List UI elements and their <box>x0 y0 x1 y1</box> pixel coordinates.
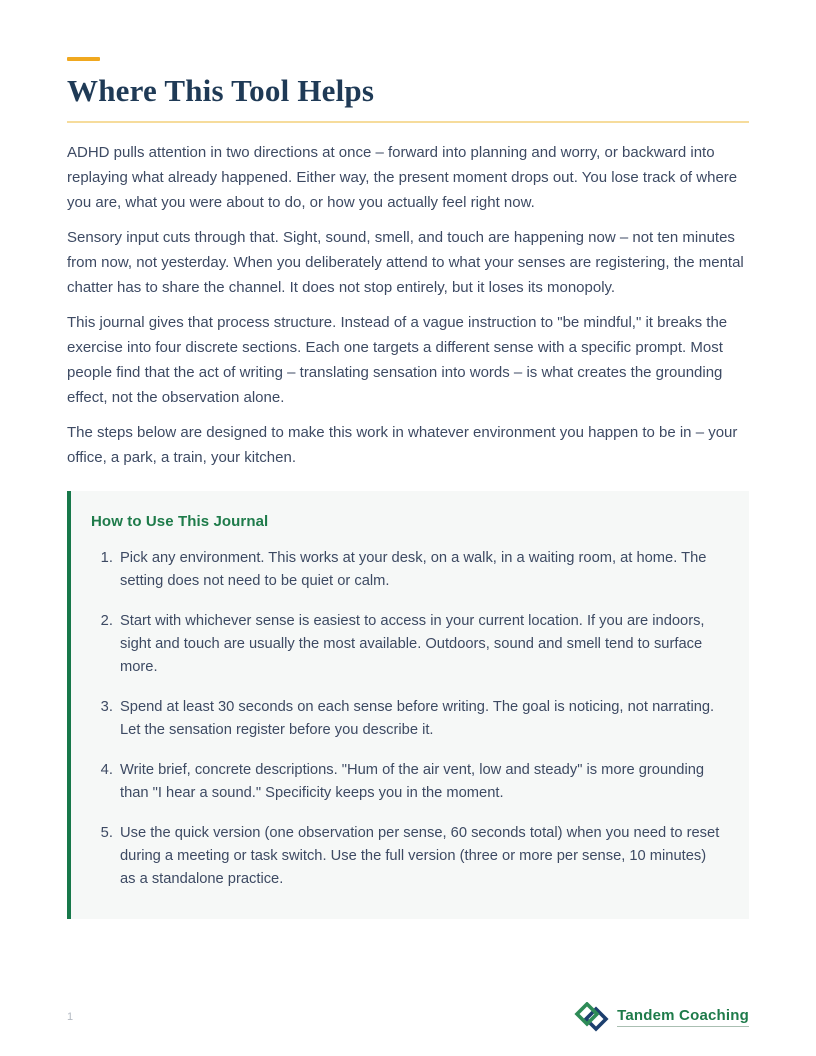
brand-logo[interactable] <box>574 1002 749 1032</box>
callout-heading: How to Use This Journal <box>91 513 269 531</box>
tandem-logo-icon <box>574 1002 610 1032</box>
body-paragraph: This journal gives that process structure. Instead of a vague instruction to "be mindful," it breaks the exercise into four discrete sections. Each one targets a different sense with a specific prompt. Most people find that the act of writing – translating sensation into words – is what creates the grounding effect, not the observation alone. <box>67 314 728 407</box>
instructions-list <box>91 547 721 891</box>
page-title: Where This Tool Helps <box>67 74 749 123</box>
callout-box <box>67 491 749 919</box>
page-content <box>67 0 749 919</box>
page-footer <box>67 1000 749 1034</box>
body-paragraph: ADHD pulls attention in two directions at once – forward into planning and worry, or backward into replaying what already happened. Either way, the present moment drops out. You lose track of where you are, what you were about to do, or how you actually feel right now. <box>67 144 738 212</box>
intro-section <box>67 140 749 470</box>
list-item: 4. Write brief, concrete descriptions. "Hum of the air vent, low and steady" is more grounding than "I hear a sound." Specificity keeps you in the moment. <box>117 759 721 805</box>
page-number: 1 <box>67 1011 74 1023</box>
list-item: 2. Start with whichever sense is easiest to access in your current location. If you are indoors, sight and touch are usually the most available. Outdoors, sound and smell tend to surface more. <box>117 610 721 679</box>
list-item: 1. Pick any environment. This works at your desk, on a walk, in a waiting room, at home. The setting does not need to be quiet or calm. <box>117 547 721 593</box>
list-item: 5. Use the quick version (one observation per sense, 60 seconds total) when you need to reset during a meeting or task switch. Use the full version (three or more per sense, 10 minutes) as a standalone practice. <box>117 822 721 891</box>
body-paragraph: Sensory input cuts through that. Sight, sound, smell, and touch are happening now – not ten minutes from now, not yesterday. When you deliberately attend to what your senses are registering, the mental chatter has to share the channel. It does not stop entirely, but it loses its monopoly. <box>67 229 744 297</box>
title-accent-bar <box>67 57 100 61</box>
list-item: 3. Spend at least 30 seconds on each sense before writing. The goal is noticing, not narrating. Let the sensation register before you describe it. <box>117 696 721 742</box>
brand-name: Tandem Coaching <box>617 1007 749 1027</box>
body-paragraph: The steps below are designed to make this work in whatever environment you happen to be in – your office, a park, a train, your kitchen. <box>67 424 738 467</box>
